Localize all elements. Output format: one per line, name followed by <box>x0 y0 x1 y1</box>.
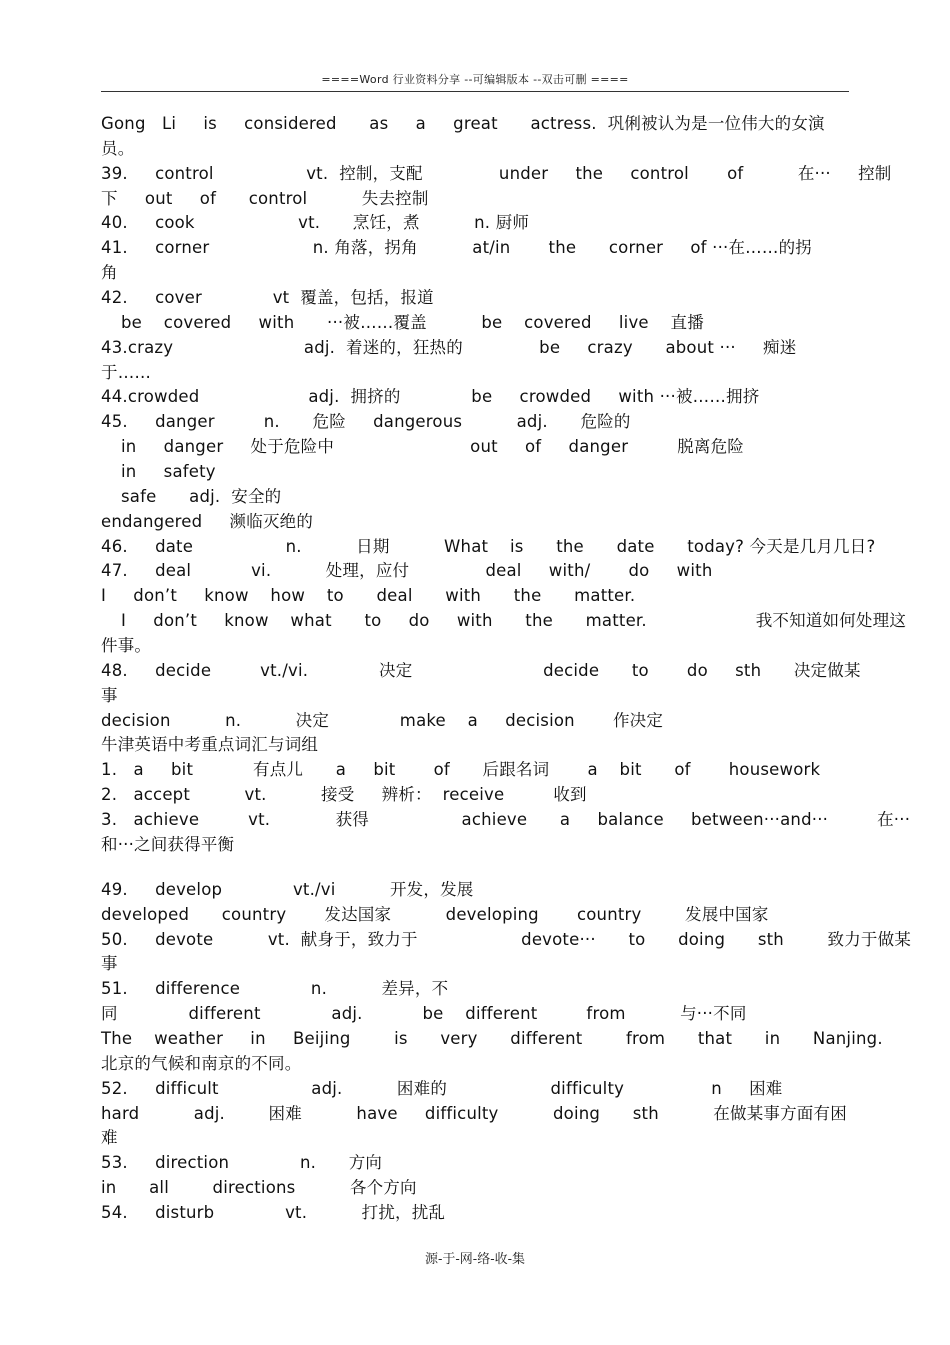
text-line: 北京的气候和南京的不同。 <box>101 1053 302 1073</box>
blank-line <box>101 858 831 878</box>
text-line: 和···之间获得平衡 <box>101 834 235 854</box>
text-line: 下 out of control 失去控制 <box>101 188 429 208</box>
text-line: safe adj. 安全的 <box>121 486 282 506</box>
text-line: 角 <box>101 263 118 283</box>
text-line: 52. difficult adj. 困难的 difficulty n 困难 <box>101 1078 783 1098</box>
text-line: 45. danger n. 危险 dangerous adj. 危险的 <box>101 412 631 432</box>
text-line: 41. corner n. 角落，拐角 at/in the corner of ···在……的拐 <box>101 238 812 258</box>
text-line: 难 <box>101 1128 118 1148</box>
text-line: in all directions 各个方向 <box>101 1178 417 1198</box>
text-line: Gong Li is considered as a great actress. 巩俐被认为是一位伟大的女演 <box>101 114 825 133</box>
header-rule <box>101 91 849 92</box>
section-heading: 牛津英语中考重点词汇与词组 <box>101 735 319 755</box>
text-line: 46. date n. 日期 What is the date today? 今天是几月几日? <box>101 536 876 556</box>
text-line: 43.crazy adj. 着迷的，狂热的 be crazy about ··· 痴迷 <box>101 337 797 357</box>
text-line: 1. a bit 有点儿 a bit of 后跟名词 a bit of housework <box>101 760 821 780</box>
text-line: 42. cover vt 覆盖，包括，报道 <box>101 288 434 308</box>
text-line: 44.crowded adj. 拥挤的 be crowded with ···被……拥挤 <box>101 387 760 407</box>
text-line: in danger 处于危险中 out of danger 脱离危险 <box>121 437 744 457</box>
text-line: 40. cook vt. 烹饪，煮 n. 厨师 <box>101 213 530 233</box>
text-line: 51. difference n. 差异，不 <box>101 979 449 999</box>
text-line: decision n. 决定 make a decision 作决定 <box>101 710 664 730</box>
text-line: endangered 濒临灭绝的 <box>101 511 314 531</box>
text-line: 48. decide vt./vi. 决定 decide to do sth 决定做某 <box>101 660 861 680</box>
text-line: The weather in Beijing is very different from that in Nanjing. <box>101 1028 883 1048</box>
text-line: I don’t know what to do with the matter. 我不知道如何处理这 <box>121 611 907 631</box>
text-line: 件事。 <box>101 636 152 656</box>
text-line: 54. disturb vt. 打扰，扰乱 <box>101 1202 446 1222</box>
text-line: 事 <box>101 954 118 974</box>
text-line: 49. develop vt./vi 开发，发展 <box>101 879 474 899</box>
text-line: 47. deal vi. 处理，应付 deal with/ do with <box>101 561 713 581</box>
text-line: developed country 发达国家 developing country 发展中国家 <box>101 904 769 924</box>
text-line: 3. achieve vt. 获得 achieve a balance between···and··· 在··· <box>101 810 911 830</box>
text-line: hard adj. 困难 have difficulty doing sth 在做某事方面有困 <box>101 1103 847 1123</box>
text-line: 53. direction n. 方向 <box>101 1153 383 1173</box>
text-line: I don’t know how to deal with the matter. <box>101 586 636 606</box>
text-line: 50. devote vt. 献身于，致力于 devote··· to doing sth 致力于做某 <box>101 929 912 949</box>
text-line: 同 different adj. be different from 与···不同 <box>101 1004 747 1024</box>
text-line: 事 <box>101 685 118 705</box>
text-line: be covered with ···被……覆盖 be covered live 直播 <box>121 312 704 332</box>
text-line: in safety <box>121 462 216 482</box>
page-header: ====Word 行业资料分享 --可编辑版本 --双击可删 ==== <box>321 73 629 86</box>
text-line: 2. accept vt. 接受 辨析： receive 收到 <box>101 785 587 805</box>
page-footer: 源-于-网-络-收-集 <box>425 1252 525 1267</box>
document-body <box>101 112 912 1226</box>
text-line: 于…… <box>101 362 152 382</box>
text-line: 员。 <box>101 138 135 158</box>
text-line: 39. control vt. 控制，支配 under the control of 在··· 控制 <box>101 163 892 183</box>
